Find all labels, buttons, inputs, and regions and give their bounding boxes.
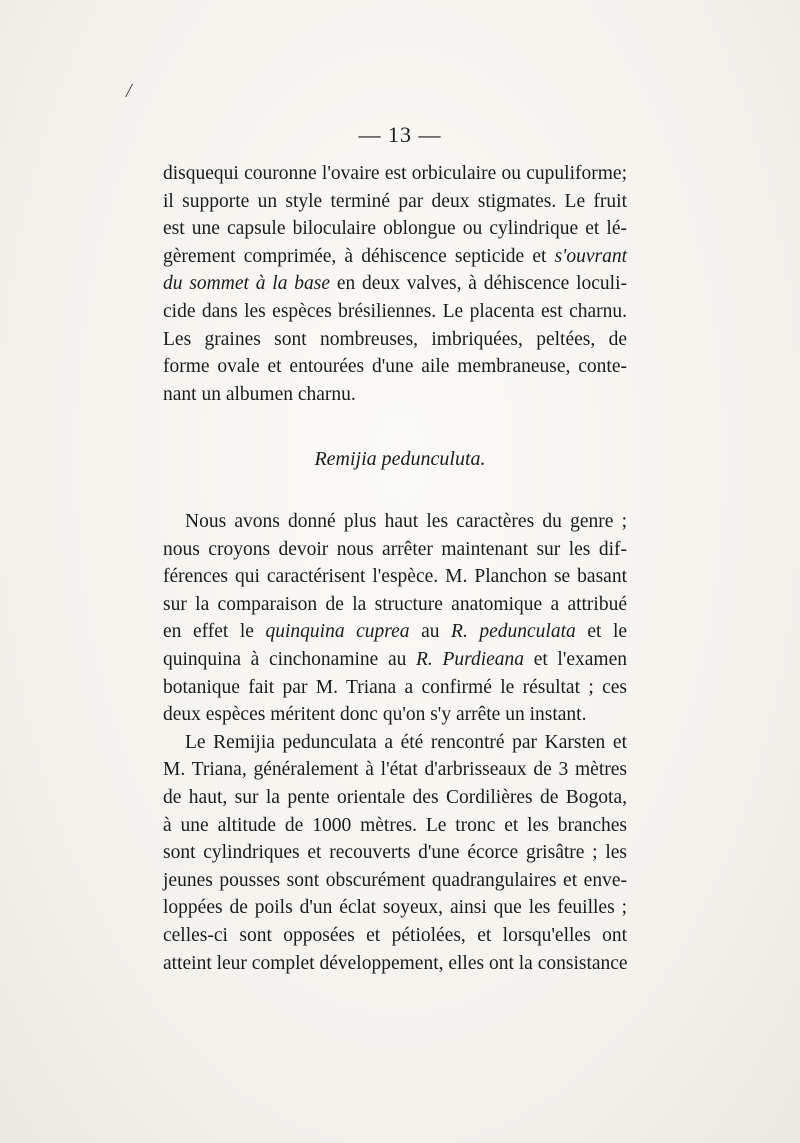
text-line: sont cylindriques et recouverts d'une écorce grisâtre ; les [163,842,627,864]
text-line: M. Triana, généralement à l'état d'arbrisseaux de 3 mètres [163,759,627,781]
text-line: atteint leur complet développement, elles ont la consistance [163,952,628,974]
text-line: nant un albumen charnu. [163,383,356,405]
text-line: jeunes pousses sont obscurément quadrangulaires et enve- [163,869,627,891]
page-number: — 13 — [358,122,442,147]
text-line: loppées de poils d'un éclat soyeux, ainsi que les feuilles ; [163,897,627,919]
text-line: Les graines sont nombreuses, imbriquées, peltées, de [163,328,627,350]
text-line: nous croyons devoir nous arrêter maintenant sur les dif- [163,538,627,560]
text-line: il supporte un style terminé par deux stigmates. Le fruit [163,190,627,212]
text-line: cide dans les espèces brésiliennes. Le placenta est charnu. [163,300,627,322]
text-line: de haut, sur la pente orientale des Cordilières de Bogota, [163,786,627,808]
text-line: est une capsule biloculaire oblongue ou cylindrique et lé- [163,218,627,240]
text-line: deux espèces méritent donc qu'on s'y arrête un instant. [163,704,587,726]
stray-pen-mark: / [126,80,132,102]
text-line: du sommet à la base en deux valves, à déhiscence loculi- [163,273,627,295]
paragraph-fruit-description [163,160,627,408]
text-line: celles-ci sont opposées et pétiolées, et lorsqu'elles ont [163,924,627,946]
text-line: férences qui caractérisent l'espèce. M. Planchon se basant [163,566,627,588]
text-line: gèrement comprimée, à déhiscence septicide et s'ouvrant [163,245,627,267]
text-line: quinquina à cinchonamine au R. Purdieana et l'examen [163,648,627,670]
text-line: Le Remijia pedunculata a été rencontré par Karsten et [185,731,627,753]
text-line: Nous avons donné plus haut les caractères du genre ; [185,511,627,532]
text-line: disquequi couronne l'ovaire est orbiculaire ou cupuliforme; [163,163,627,184]
paragraph-species-body [163,508,627,977]
text-line: botanique fait par M. Triana a confirmé le résultat ; ces [163,676,627,698]
text-line: forme ovale et entourées d'une aile membraneuse, conte- [163,356,627,378]
section-heading: Remijia pedunculuta. [314,448,486,470]
text-line: en effet le quinquina cuprea au R. pedunculata et le [163,621,628,643]
text-line: à une altitude de 1000 mètres. Le tronc et les branches [163,814,627,836]
text-line: sur la comparaison de la structure anatomique a attribué [163,593,627,615]
